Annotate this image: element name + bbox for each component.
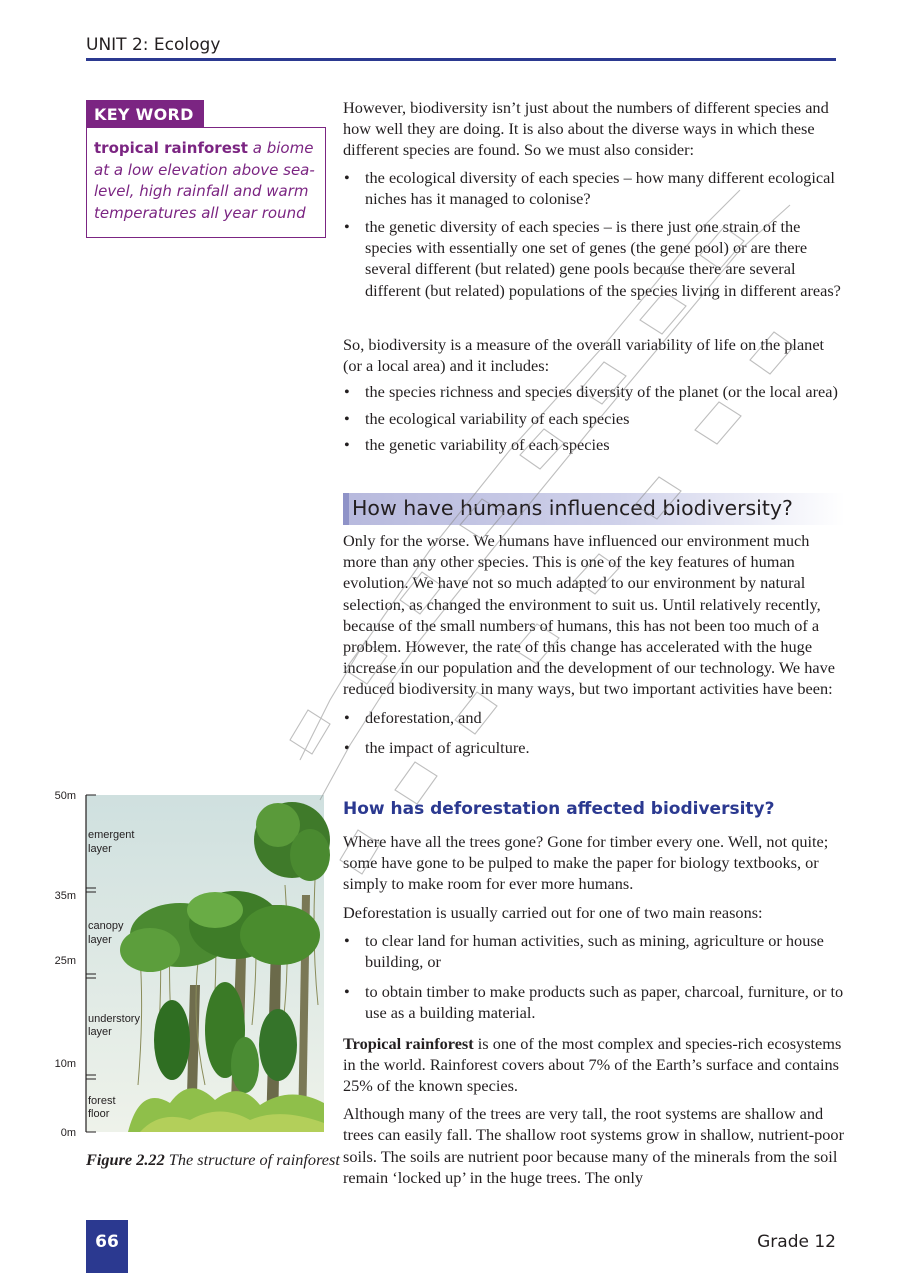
list-item: • the impact of agriculture. [343, 737, 845, 758]
layer-label-line1: canopy [88, 920, 124, 932]
list-item: • the ecological diversity of each species – how many different ecological niches has it managed to colonise? [343, 167, 845, 209]
subheading: How has deforestation affected biodiversity? [343, 799, 775, 819]
unit-header [86, 35, 220, 55]
key-word-tab: KEY WORD [86, 100, 204, 128]
section-heading: How have humans influenced biodiversity? [352, 496, 793, 520]
paragraph: Deforestation is usually carried out for one of two main reasons: [343, 902, 763, 922]
bullet-list [343, 930, 845, 1024]
layer-label-line1: understory [88, 1013, 140, 1025]
key-word-box [86, 127, 326, 238]
list-item: • to clear land for human activities, such as mining, agriculture or house building, or [343, 930, 845, 972]
paragraph: Although many of the trees are very tall, the root systems are shallow and trees can easily fall. The shallow root systems grow in shallow, nutrient-poor soils. The soils are nutrient poor because many of the minerals from the soil remain ‘locked up’ in the huge trees. The only [343, 1104, 844, 1187]
figure-caption-text: The structure of rainforest [164, 1150, 340, 1169]
deforestation-block [343, 831, 845, 1195]
paragraph: Where have all the trees gone? Gone for timber every one. Well, not quite; some have gone to be pulped to make the paper for biology textbooks, or simply to make room for ever more humans. [343, 832, 829, 894]
layer-label-line2: layer [88, 934, 112, 946]
page-number: 66 [95, 1232, 119, 1252]
unit-title: Ecology [153, 35, 221, 55]
figure-number: Figure 2.22 [86, 1150, 165, 1169]
layer-label-line2: floor [88, 1108, 110, 1120]
section-heading-bar [343, 493, 845, 525]
paragraph-text: is one of the most complex and species-rich ecosystems in the world. Rainforest covers about 7% of the Earth’s surface and contains 25% of the known species. [343, 1033, 842, 1096]
key-word-definition: a biome at a low elevation above sea-level, high rainfall and warm temperatures all year round [94, 139, 315, 222]
rainforest-structure-figure [40, 785, 330, 1145]
height-label: 50m [54, 790, 76, 802]
list-item: • the genetic diversity of each species – is there just one strain of the species with essentially one set of genes (the gene pool) or are there several different (but related) gene pools because there are several different (but related) populations of the species living in different areas? [343, 216, 845, 301]
layer-label-line1: emergent [88, 829, 135, 841]
key-word-term: tropical rainforest [94, 139, 248, 157]
height-label: 10m [54, 1058, 76, 1070]
header-rule [86, 58, 836, 61]
list-item: • the species richness and species diversity of the planet (or the local area) [343, 381, 845, 402]
height-label: 25m [54, 955, 76, 967]
unit-prefix: UNIT 2: [86, 35, 149, 55]
bullet-list [343, 381, 845, 455]
bullet-list [343, 167, 845, 301]
list-item: • the genetic variability of each species [343, 434, 845, 455]
biodiversity-measure-block [343, 334, 845, 460]
list-item: • to obtain timber to make products such as paper, charcoal, furniture, or to use as a building material. [343, 981, 845, 1023]
heading-accent [343, 493, 349, 525]
list-item: • the ecological variability of each species [343, 408, 845, 429]
biodiversity-consider-block [343, 97, 845, 308]
humans-influence-block [343, 530, 845, 767]
layer-label-line2: layer [88, 1026, 112, 1038]
bold-term: Tropical rainforest [343, 1033, 474, 1053]
list-item: • deforestation, and [343, 707, 845, 728]
paragraph: However, biodiversity isn’t just about the numbers of different species and how well they are doing. It is also about the diverse ways in which these different species are found. So we must also consider: [343, 98, 829, 160]
layer-label-line2: layer [88, 843, 112, 855]
layer-label-line1: forest [88, 1095, 116, 1107]
height-label: 0m [60, 1127, 76, 1139]
page-number-box [86, 1220, 128, 1273]
figure-caption [86, 1149, 340, 1171]
paragraph [343, 1033, 845, 1097]
paragraph: Only for the worse. We humans have influenced our environment much more than any other species. This is one of the key features of human evolution. We have not so much adapted to our environment by natural selection, as changed the environment to suit us. Until relatively recently, because of the small numbers of humans, this has not been too much of a problem. However, the rate of this change has accelerated with the huge increase in our population and the development of our technology. We have reduced biodiversity in many ways, but two important activities have been: [343, 531, 835, 699]
bullet-list [343, 707, 845, 758]
grade-label: Grade 12 [757, 1232, 836, 1252]
paragraph: So, biodiversity is a measure of the overall variability of life on the planet (or a local area) and it includes: [343, 335, 825, 376]
height-label: 35m [54, 890, 76, 902]
